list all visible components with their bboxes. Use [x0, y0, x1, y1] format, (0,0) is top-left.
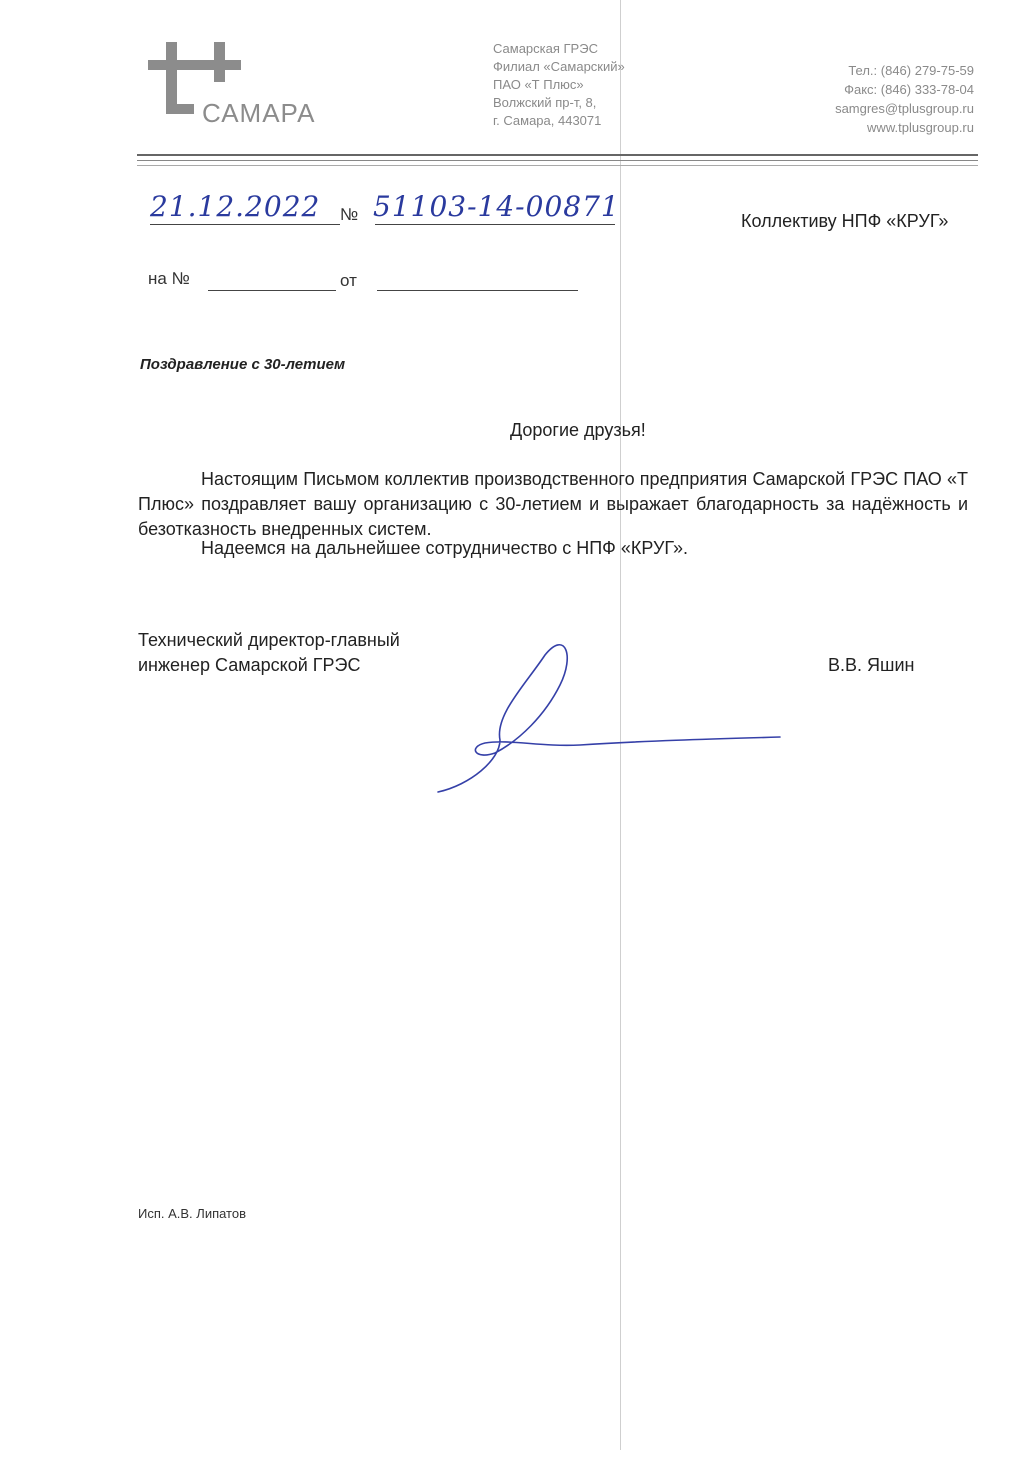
contact-website: www.tplusgroup.ru: [867, 120, 974, 135]
address-line: Филиал «Самарский»: [493, 59, 625, 74]
greeting: Дорогие друзья!: [510, 420, 646, 440]
header-divider: [137, 154, 978, 156]
handwritten-signature: [430, 635, 790, 805]
number-sign: №: [340, 205, 359, 224]
reference-date-blank: [377, 290, 578, 291]
contact-email: samgres@tplusgroup.ru: [835, 101, 974, 116]
signatory-title-line: Технический директор-главный: [138, 630, 400, 650]
sender-contacts: [835, 61, 974, 137]
address-line: г. Самара, 443071: [493, 113, 602, 128]
recipient: Коллективу НПФ «КРУГ»: [741, 211, 949, 231]
date-underline: [150, 224, 340, 225]
executor: Исп. А.В. Липатов: [138, 1206, 247, 1221]
body-paragraph: Надеемся на дальнейшее сотрудничество с НПФ «КРУГ».: [201, 538, 688, 558]
address-line: Волжский пр-т, 8,: [493, 95, 597, 110]
body-paragraph: Настоящим Письмом коллектив производственного предприятия Самарской ГРЭС ПАО «Т Плюс» поздравляет вашу организацию с 30-летием и выражает благодарность за надёжность и безотказность внедренных систем.: [138, 469, 968, 539]
reference-from-label: от: [340, 271, 357, 290]
sender-address: [493, 40, 625, 130]
header-divider: [137, 160, 978, 161]
letter-subject: Поздравление с 30-летием: [140, 356, 346, 373]
signatory-name: В.В. Яшин: [828, 655, 915, 675]
contact-fax: Факс: (846) 333-78-04: [844, 82, 974, 97]
contact-phone: Тел.: (846) 279-75-59: [848, 63, 974, 78]
signatory-title: [138, 628, 400, 678]
address-line: Самарская ГРЭС: [493, 41, 598, 56]
registration-number: 51103-14-00871: [373, 190, 620, 223]
number-underline: [375, 224, 615, 225]
reference-number-blank: [208, 290, 336, 291]
registration-date: 21.12.2022: [150, 190, 321, 223]
address-line: ПАО «Т Плюс»: [493, 77, 584, 92]
logo-wordmark: САМАРА: [202, 98, 316, 128]
header-divider: [137, 165, 978, 166]
tplus-logo: [146, 42, 316, 128]
reference-number-label: на №: [148, 269, 190, 288]
signatory-title-line: инженер Самарской ГРЭС: [138, 655, 361, 675]
